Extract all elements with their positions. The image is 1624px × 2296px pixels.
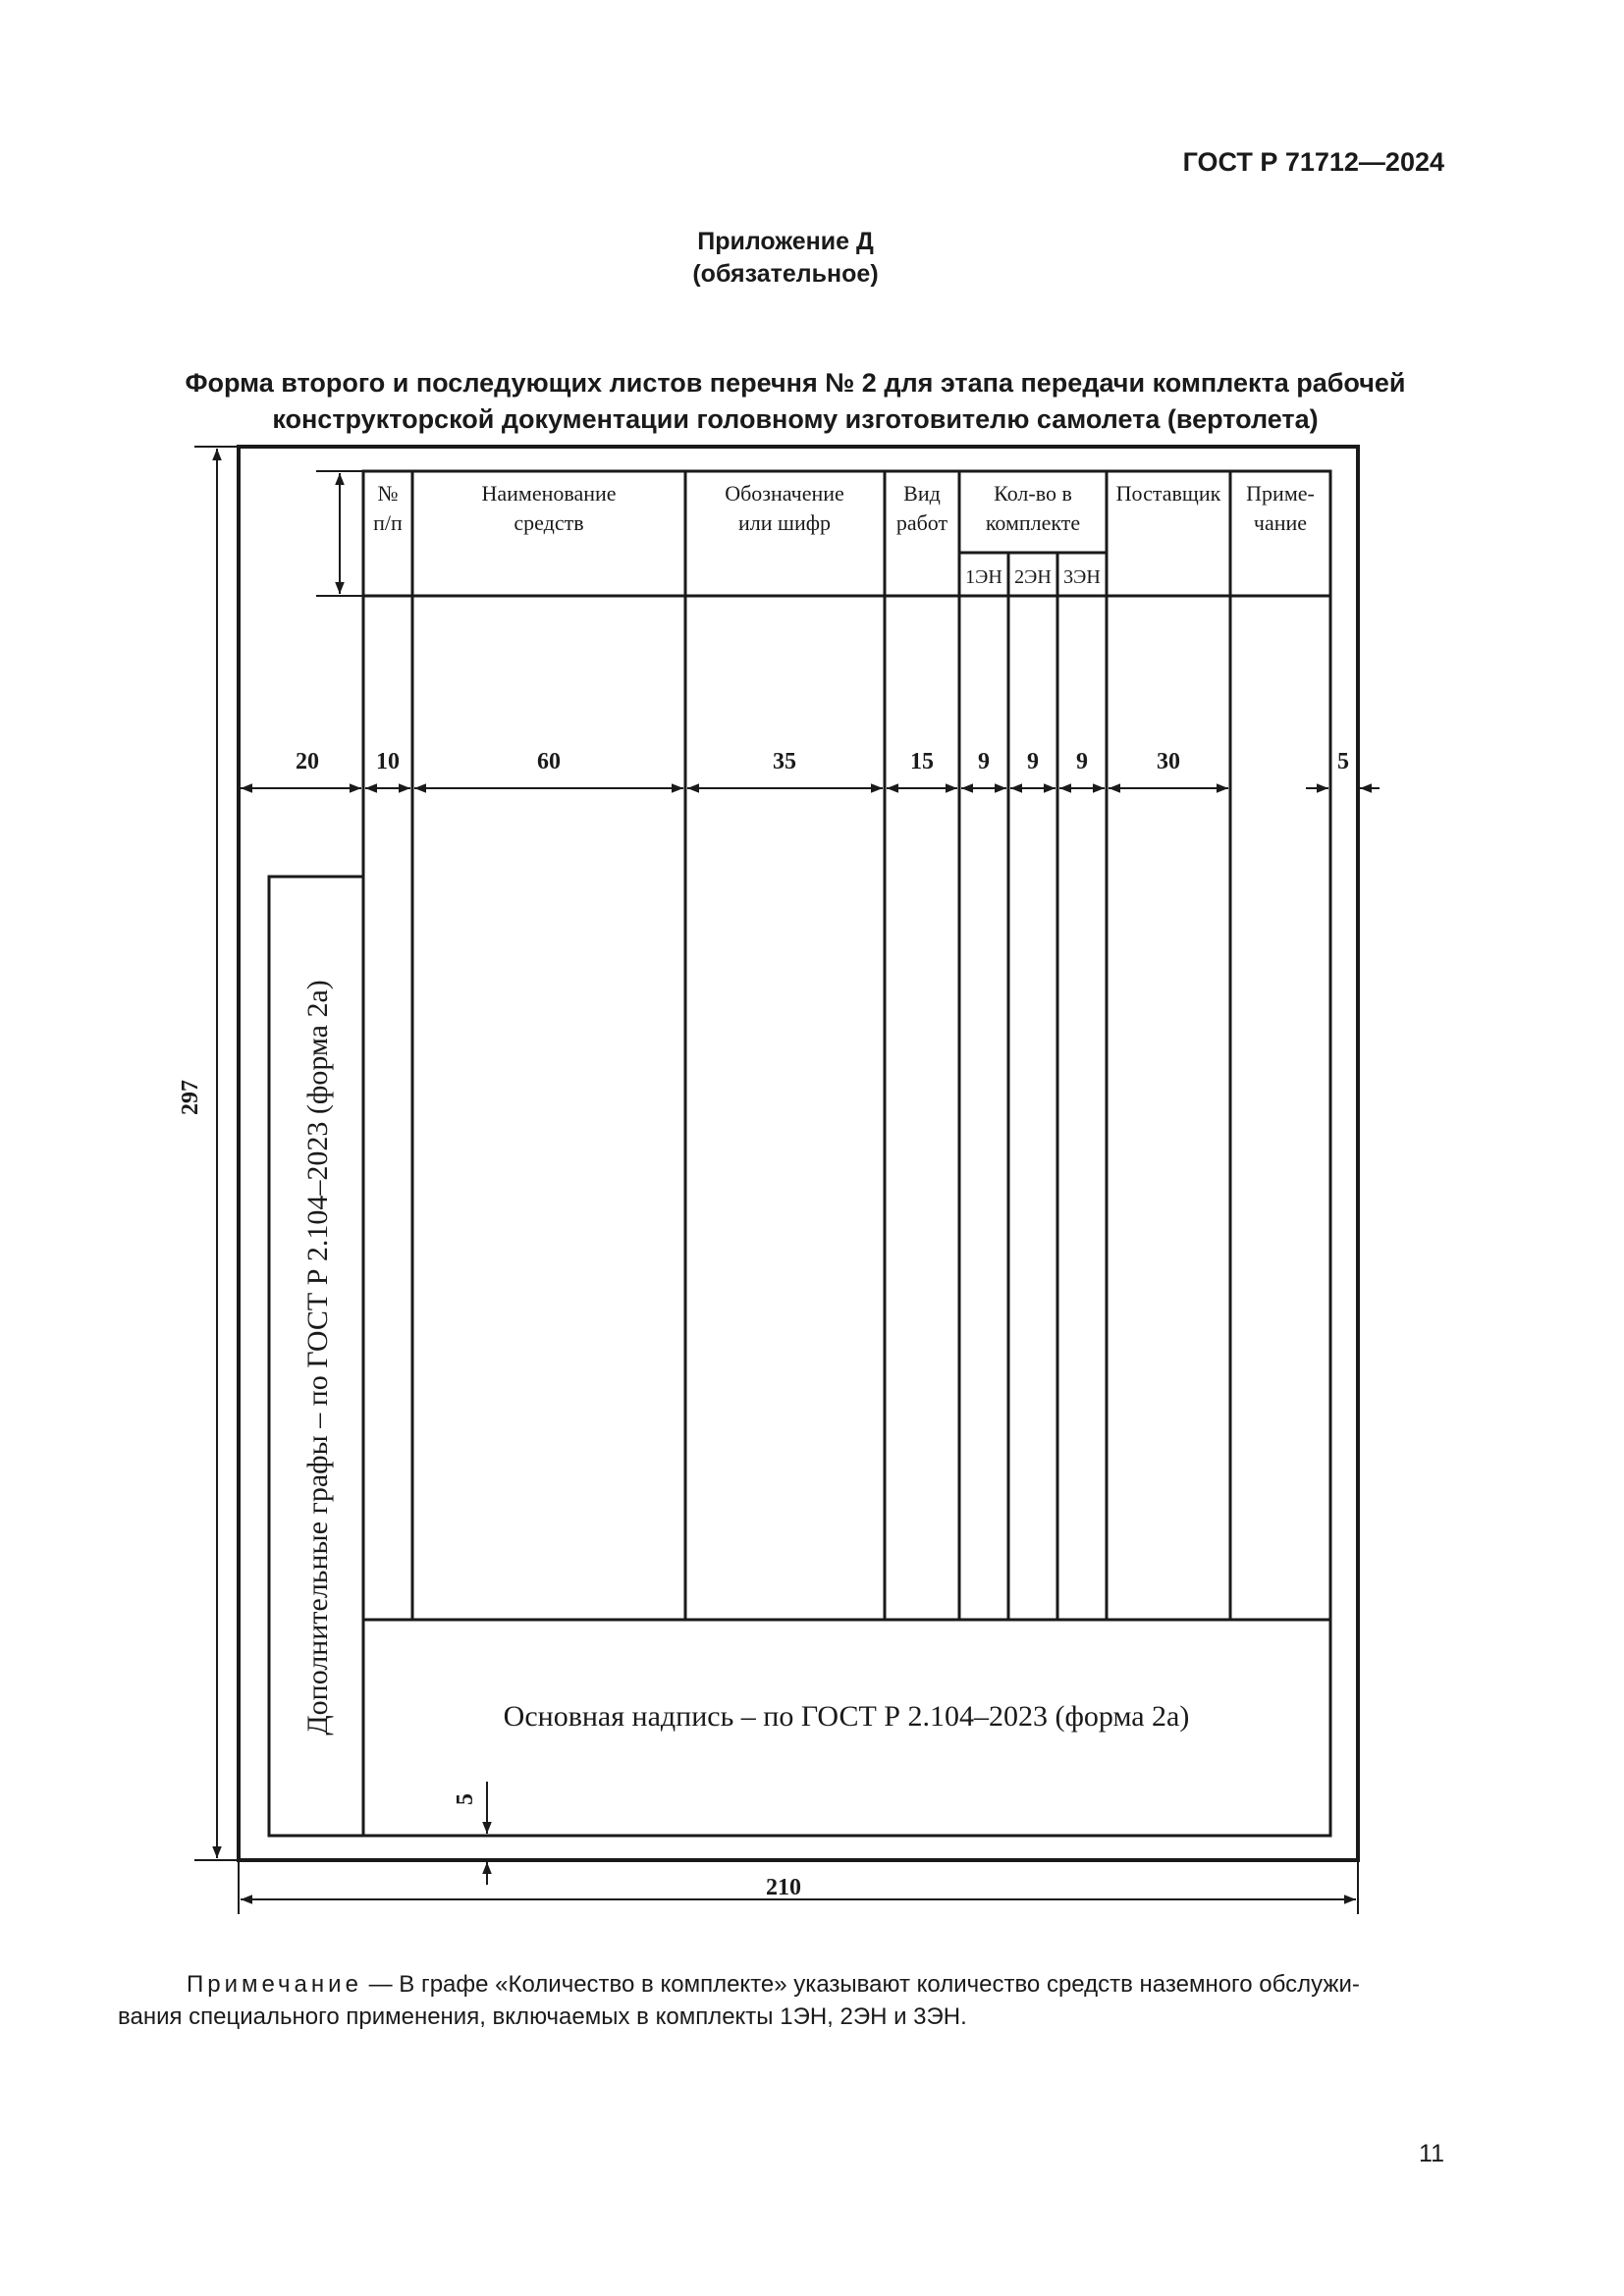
title-block-label: Основная надпись – по ГОСТ Р 2.104–2023 (форма 2а) bbox=[503, 1700, 1190, 1733]
note-text-line2: вания специального применения, включаемых в комплекты 1ЭН, 2ЭН и 3ЭН. bbox=[118, 2003, 967, 2030]
document-code: ГОСТ Р 71712—2024 bbox=[1182, 147, 1444, 177]
appendix-status: (обязательное) bbox=[692, 260, 879, 288]
dim-value: 5 bbox=[1337, 749, 1349, 774]
note bbox=[118, 1968, 1443, 2033]
dim-value: 15 bbox=[910, 749, 934, 774]
col-work-type-header-l1: Вид bbox=[903, 481, 941, 506]
col-designation-header-l2: или шифр bbox=[738, 510, 831, 535]
dim-value: 9 bbox=[978, 749, 990, 774]
form-title-line2: конструкторской документации головному изготовителю самолета (вертолета) bbox=[272, 404, 1319, 434]
inner-frame bbox=[269, 471, 1330, 1836]
bottom-margin-value: 5 bbox=[453, 1793, 478, 1805]
col-name-header-l1: Наименование bbox=[481, 481, 617, 506]
appendix-title: Приложение Д bbox=[697, 228, 874, 255]
dim-value: 35 bbox=[773, 749, 796, 774]
col-note-header-l1: Приме- bbox=[1246, 481, 1315, 506]
col-note-header-l2: чание bbox=[1253, 510, 1308, 535]
note-line1 bbox=[118, 1968, 1443, 2001]
page-number: 11 bbox=[1419, 2140, 1444, 2167]
col-name-header-l2: средств bbox=[514, 510, 584, 535]
dim-value: 60 bbox=[537, 749, 561, 774]
dim-value: 9 bbox=[1027, 749, 1039, 774]
note-label: Примечание bbox=[187, 1971, 362, 1998]
side-block-label: Дополнительные графы – по ГОСТ Р 2.104–2023 (форма 2а) bbox=[301, 980, 334, 1735]
dim-value: 9 bbox=[1076, 749, 1088, 774]
col-number-header-l2: п/п bbox=[373, 510, 403, 535]
dim-value: 30 bbox=[1157, 749, 1180, 774]
dim-value: 10 bbox=[376, 749, 400, 774]
col-designation-header-l1: Обозначение bbox=[725, 481, 844, 506]
col-work-type-header-l2: работ bbox=[895, 510, 948, 535]
subcol-1en: 1ЭН bbox=[965, 566, 1002, 588]
col-supplier-header: Поставщик bbox=[1115, 481, 1221, 506]
col-quantity-header-l1: Кол-во в bbox=[994, 481, 1072, 506]
dim-value: 20 bbox=[296, 749, 319, 774]
subcol-2en: 2ЭН bbox=[1014, 566, 1052, 588]
subcol-3en: 3ЭН bbox=[1063, 566, 1101, 588]
form-title-line1: Форма второго и последующих листов перечня № 2 для этапа передачи комплекта рабочей bbox=[185, 368, 1406, 398]
sheet-border bbox=[239, 447, 1358, 1860]
sheet-height-value: 297 bbox=[178, 1080, 203, 1115]
note-text-line1: — В графе «Количество в комплекте» указывают количество средств наземного обслужи- bbox=[368, 1971, 1360, 1998]
col-number-header-l1: № bbox=[377, 481, 399, 506]
sheet-width-value: 210 bbox=[766, 1875, 801, 1900]
col-quantity-header-l2: комплекте bbox=[985, 510, 1081, 535]
